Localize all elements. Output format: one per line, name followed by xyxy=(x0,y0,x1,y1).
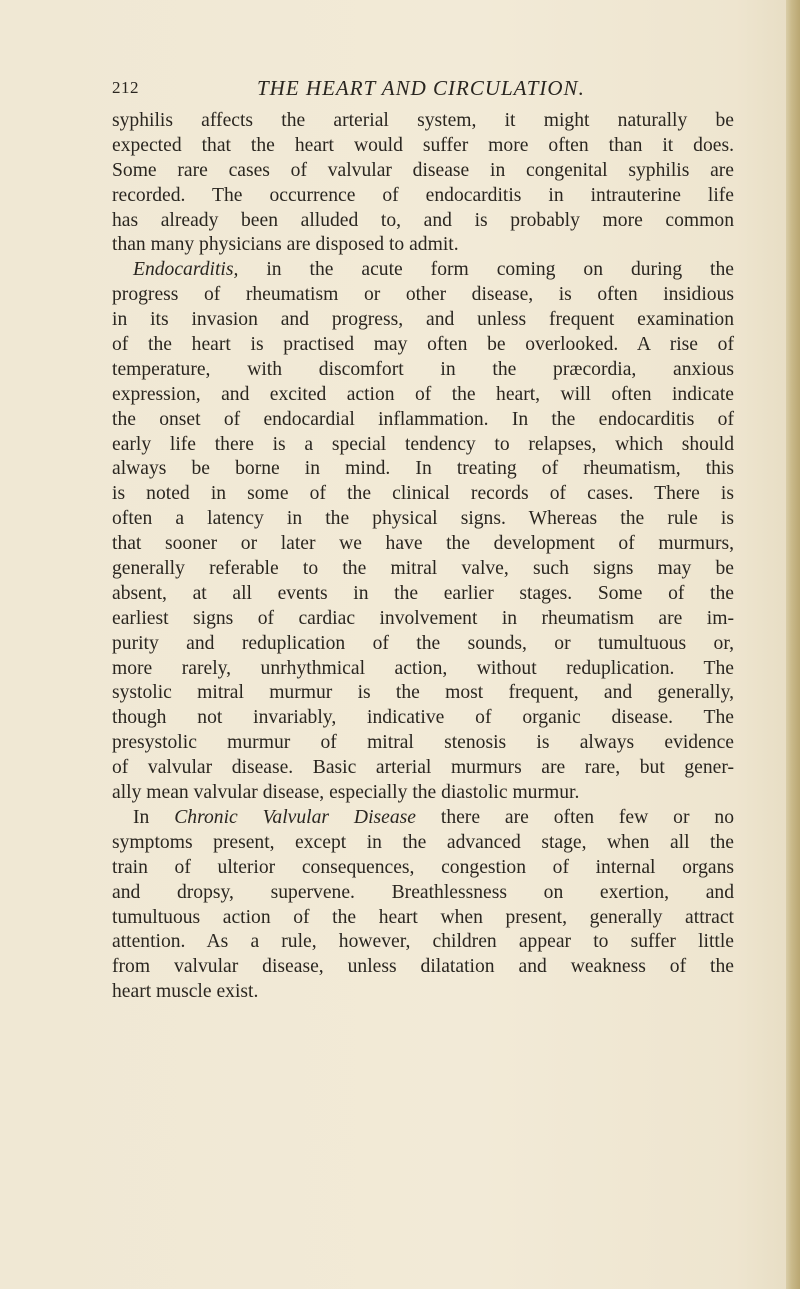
line-text: and dropsy, supervene. Breathlessness on exertion, and xyxy=(112,881,734,903)
line-text: expected that the heart would suffer more often than it does. xyxy=(112,134,734,156)
line-text: always be borne in mind. In treating of rheumatism, this xyxy=(112,458,734,480)
italic-term: Endocarditis, xyxy=(133,259,239,281)
line-text: tumultuous action of the heart when present, generally attract xyxy=(112,906,734,928)
line-text: though not invariably, indicative of organic disease. The xyxy=(112,707,734,729)
text-line xyxy=(112,557,734,582)
line-text: train of ulterior consequences, congestion of internal organs xyxy=(112,856,734,878)
line-text: Some rare cases of valvular disease in congenital syphilis are xyxy=(112,159,734,181)
line-text: there are often few or no xyxy=(415,806,734,828)
line-text: generally referable to the mitral valve, such signs may be xyxy=(112,558,734,580)
text-line xyxy=(112,930,734,955)
page-edge xyxy=(786,0,800,1289)
text-line xyxy=(112,457,734,482)
text-line xyxy=(112,532,734,557)
text-line xyxy=(112,881,734,906)
text-line xyxy=(112,258,734,283)
page-header xyxy=(112,78,722,108)
text-line xyxy=(112,184,734,209)
line-text: in the acute form coming on during the xyxy=(238,259,734,281)
line-prefix: In xyxy=(133,806,175,828)
text-line xyxy=(112,582,734,607)
text-line xyxy=(112,482,734,507)
text-line xyxy=(112,507,734,532)
line-text: progress of rheumatism or other disease, is often insidious xyxy=(112,284,734,306)
text-line xyxy=(112,980,734,1005)
text-line xyxy=(112,607,734,632)
text-line xyxy=(112,209,734,234)
text-line xyxy=(112,831,734,856)
text-line xyxy=(112,383,734,408)
text-line xyxy=(112,333,734,358)
text-line xyxy=(112,955,734,980)
line-text: systolic mitral murmur is the most frequent, and generally, xyxy=(112,682,734,704)
body-text xyxy=(112,109,734,1005)
text-line xyxy=(112,283,734,308)
line-text: in its invasion and progress, and unless frequent examination xyxy=(112,309,734,331)
line-text: ally mean valvular disease, especially the diastolic murmur. xyxy=(112,782,580,804)
text-line xyxy=(112,109,734,134)
line-text: of the heart is practised may often be overlooked. A rise of xyxy=(112,334,734,356)
text-line xyxy=(112,781,734,806)
text-line xyxy=(112,159,734,184)
text-line xyxy=(112,308,734,333)
text-line xyxy=(112,806,734,831)
text-line xyxy=(112,233,734,258)
text-line xyxy=(112,657,734,682)
line-text: from valvular disease, unless dilatation and weakness of the xyxy=(112,956,734,978)
text-line xyxy=(112,408,734,433)
line-text: attention. As a rule, however, children appear to suffer little xyxy=(112,931,734,953)
line-text: earliest signs of cardiac involvement in rheumatism are im- xyxy=(112,607,734,629)
line-text: that sooner or later we have the development of murmurs, xyxy=(112,533,734,555)
text-line xyxy=(112,632,734,657)
line-text: temperature, with discomfort in the præcordia, anxious xyxy=(112,358,734,380)
text-line xyxy=(112,906,734,931)
line-text: early life there is a special tendency to relapses, which should xyxy=(112,433,734,455)
line-text: often a latency in the physical signs. Whereas the rule is xyxy=(112,508,734,530)
line-text: heart muscle exist. xyxy=(112,981,259,1003)
line-text: recorded. The occurrence of endocarditis in intrauterine life xyxy=(112,184,734,206)
text-line xyxy=(112,358,734,383)
text-line xyxy=(112,681,734,706)
line-text: of valvular disease. Basic arterial murmurs are rare, but gener- xyxy=(112,757,734,779)
text-line xyxy=(112,731,734,756)
text-line xyxy=(112,134,734,159)
line-text: the onset of endocardial inflammation. In the endocarditis of xyxy=(112,408,734,430)
text-line xyxy=(112,856,734,881)
line-text: more rarely, unrhythmical action, without reduplication. The xyxy=(112,657,734,679)
running-title: THE HEART AND CIRCULATION. xyxy=(257,76,585,100)
line-text: than many physicians are disposed to admit. xyxy=(112,234,459,256)
italic-term: Chronic Valvular Disease xyxy=(174,806,416,828)
line-text: is noted in some of the clinical records of cases. There is xyxy=(112,483,734,505)
line-text: presystolic murmur of mitral stenosis is always evidence xyxy=(112,732,734,754)
line-text: has already been alluded to, and is probably more common xyxy=(112,209,734,231)
text-line xyxy=(112,433,734,458)
line-text: purity and reduplication of the sounds, or tumultuous or, xyxy=(112,632,734,654)
line-text: symptoms present, except in the advanced stage, when all the xyxy=(112,831,734,853)
text-line xyxy=(112,706,734,731)
text-line xyxy=(112,756,734,781)
line-text: absent, at all events in the earlier stages. Some of the xyxy=(112,582,734,604)
page-number: 212 xyxy=(112,78,139,97)
line-text: syphilis affects the arterial system, it might naturally be xyxy=(112,110,734,131)
line-text: expression, and excited action of the heart, will often indicate xyxy=(112,383,734,405)
